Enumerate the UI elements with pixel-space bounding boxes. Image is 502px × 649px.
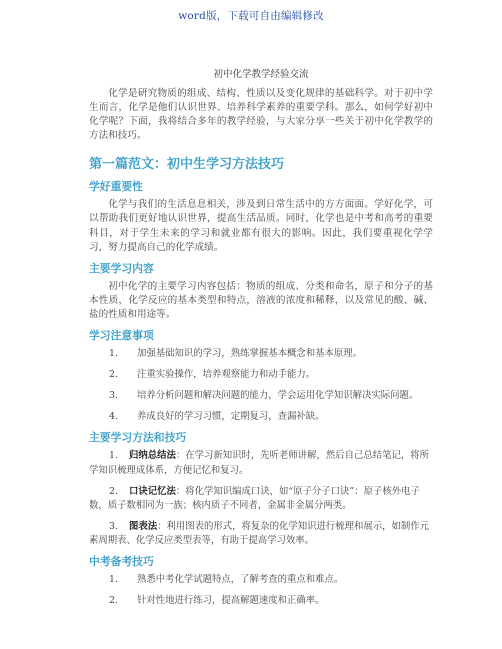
list-number: 2. xyxy=(109,595,118,607)
methods-list xyxy=(89,449,433,548)
notes-item xyxy=(89,368,433,382)
list-number: 2. xyxy=(109,369,118,381)
exam-heading: 中考备考技巧 xyxy=(89,554,154,568)
method-term: 归纳总结法 xyxy=(129,450,176,462)
exam-item xyxy=(89,573,433,587)
methods-heading: 主要学习方法和技巧 xyxy=(89,431,187,445)
notes-item xyxy=(89,389,433,403)
list-number: 4. xyxy=(109,411,118,423)
methods-item xyxy=(89,485,433,513)
method-term: 口诀记忆法 xyxy=(129,485,176,497)
list-number: 1. xyxy=(109,450,118,462)
content-heading: 主要学习内容 xyxy=(89,261,154,275)
methods-item xyxy=(89,449,433,477)
list-text: 培养分析问题和解决问题的能力，学会运用化学知识解决实际问题。 xyxy=(137,390,419,402)
notes-list xyxy=(89,347,433,424)
methods-item xyxy=(89,520,433,548)
list-number: 1. xyxy=(109,348,118,360)
list-text: ：将化学知识编成口诀，如“原子分子口诀”：原子核外电子数，质子数相同为一族；核内质子不同者，金属非金属分两类。 xyxy=(89,485,420,511)
list-text: 加强基础知识的学习，熟练掌握基本概念和基本原理。 xyxy=(137,348,363,360)
notes-item xyxy=(89,347,433,361)
importance-paragraph: 化学与我们的生活息息相关，涉及到日常生活中的方方面面。学好化学，可以帮助我们更好地认识世界，提高生活品质。同时，化学也是中考和高考的重要科目，对于学生未来的学习和就业都有很大的影响。因此，我们要重视化学学习，努力提高自己的化学成绩。 xyxy=(89,199,433,253)
list-text: 熟悉中考化学试题特点，了解考查的重点和难点。 xyxy=(137,573,344,585)
list-text: 养成良好的学习习惯，定期复习，查漏补缺。 xyxy=(137,411,325,423)
importance-heading: 学好重要性 xyxy=(89,180,143,194)
notes-item xyxy=(89,410,433,424)
list-number: 3. xyxy=(109,390,118,402)
exam-item xyxy=(89,594,433,608)
list-number: 1. xyxy=(109,573,118,585)
list-text: ：在学习新知识时，先听老师讲解，然后自己总结笔记，将所学知识梳理成体系，方便记忆和复习。 xyxy=(89,450,430,476)
exam-list xyxy=(89,573,433,608)
list-number: 2. xyxy=(109,485,118,497)
list-text: 针对性地进行练习，提高解题速度和正确率。 xyxy=(137,595,325,607)
list-text: ：利用图表的形式，将复杂的化学知识进行梳理和展示，如制作元素周期表、化学反应类型表等，有助于提高学习效率。 xyxy=(89,520,430,546)
download-banner[interactable]: word版，下载可自由编辑修改 xyxy=(178,10,324,22)
content-paragraph: 初中化学的主要学习内容包括：物质的组成、分类和命名，原子和分子的基本性质，化学反应的基本类型和特点，溶液的浓度和稀释，以及常见的酸、碱、盐的性质和用途等。 xyxy=(89,280,433,320)
list-text: 注重实验操作，培养观察能力和动手能力。 xyxy=(137,369,316,381)
section-heading: 第一篇范文：初中生学习方法技巧 xyxy=(89,157,285,173)
document-content xyxy=(89,66,433,615)
list-number: 3. xyxy=(109,520,118,532)
method-term: 图表法 xyxy=(129,520,158,532)
document-title: 初中化学教学经验交流 xyxy=(213,69,309,80)
intro-paragraph: 化学是研究物质的组成、结构、性质以及变化规律的基础科学。对于初中学生而言，化学是他们认识世界、培养科学素养的重要学科。那么，如何学好初中化学呢？下面，我将结合多年的教学经验，与大家分享一些关于初中化学教学的方法和技巧。 xyxy=(89,88,433,142)
notes-heading: 学习注意事项 xyxy=(89,329,154,343)
